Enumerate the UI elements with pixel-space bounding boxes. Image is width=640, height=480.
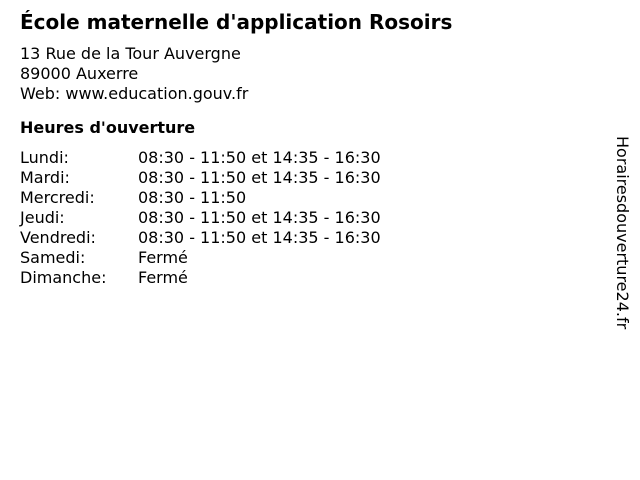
opening-hours-table — [20, 148, 600, 288]
address-block — [20, 44, 600, 104]
website-line: Web: www.education.gouv.fr — [20, 84, 249, 103]
opening-hours-heading: Heures d'ouverture — [20, 118, 196, 137]
hours-row-sunday — [20, 268, 600, 288]
day-hours: 08:30 - 11:50 et 14:35 - 16:30 — [138, 208, 381, 227]
brand-watermark: Horairesdouverture24.fr — [613, 136, 632, 330]
day-hours: 08:30 - 11:50 et 14:35 - 16:30 — [138, 148, 381, 167]
day-label: Lundi: — [20, 148, 69, 167]
day-hours: Fermé — [138, 268, 188, 287]
hours-row-monday — [20, 148, 600, 168]
address-street: 13 Rue de la Tour Auvergne — [20, 44, 241, 63]
day-label: Vendredi: — [20, 228, 96, 247]
day-label: Dimanche: — [20, 268, 107, 287]
day-label: Jeudi: — [20, 208, 65, 227]
hours-row-saturday — [20, 248, 600, 268]
school-title: École maternelle d'application Rosoirs — [20, 10, 453, 34]
day-label: Mercredi: — [20, 188, 95, 207]
address-city: 89000 Auxerre — [20, 64, 139, 83]
hours-row-tuesday — [20, 168, 600, 188]
day-hours: 08:30 - 11:50 et 14:35 - 16:30 — [138, 228, 381, 247]
hours-row-friday — [20, 228, 600, 248]
hours-row-thursday — [20, 208, 600, 228]
day-label: Mardi: — [20, 168, 70, 187]
day-hours: 08:30 - 11:50 et 14:35 - 16:30 — [138, 168, 381, 187]
hours-row-wednesday — [20, 188, 600, 208]
day-hours: Fermé — [138, 248, 188, 267]
day-hours: 08:30 - 11:50 — [138, 188, 247, 207]
day-label: Samedi: — [20, 248, 86, 267]
school-info-card — [20, 8, 600, 288]
